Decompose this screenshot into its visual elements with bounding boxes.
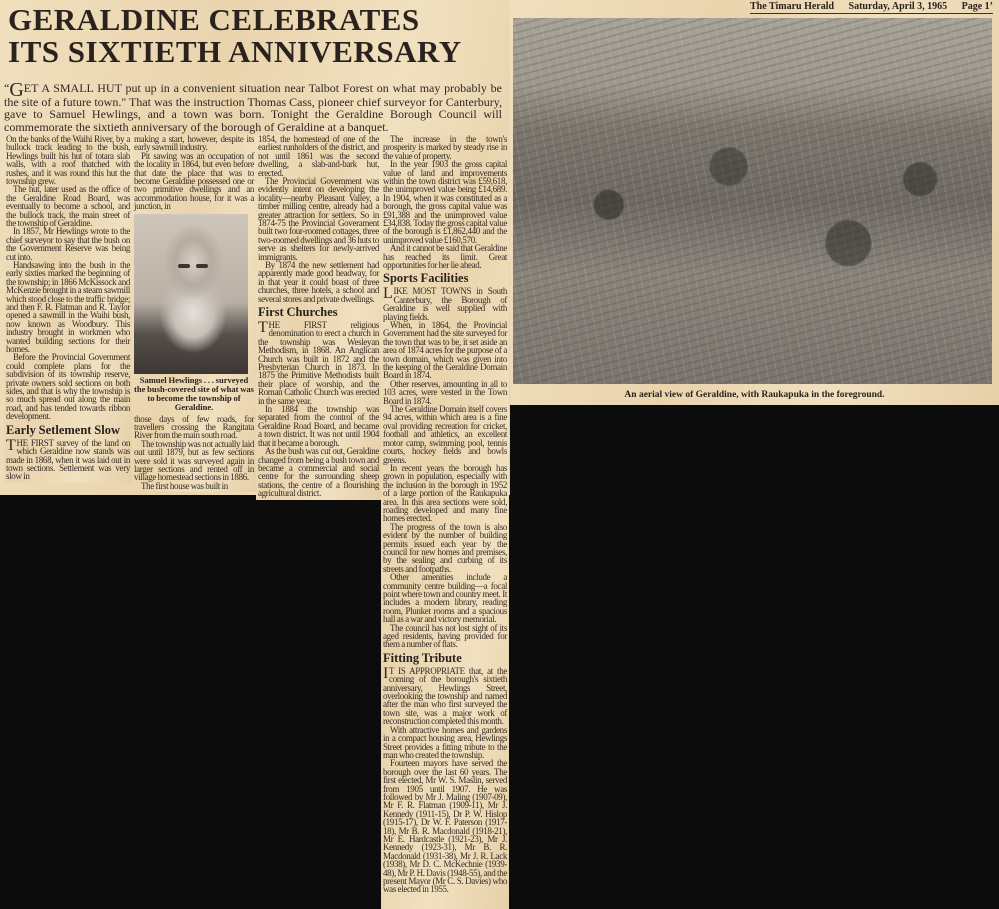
- portrait-photo-samuel-hewlings: [134, 214, 248, 374]
- column-4: [381, 135, 509, 909]
- column-2: [132, 135, 256, 492]
- paragraph: making a start, however, despite its early sawmill industry.: [134, 133, 254, 153]
- paragraph: Handsawing into the bush in the early sixties marked the beginning of the township; in 1866 McKissock and McKenzie brought in a steam sawmill which stood close to the traffic bridge; and then F. R. Flatman and R. Taylor opened a sawmill in the Waihi bush, now known as Woodbury. This industry brought in workmen who wanted building sections for their homes.: [6, 259, 130, 355]
- paragraph: those days of few roads, for travellers crossing the Rangitata River from the main south road.: [134, 413, 254, 441]
- paragraph: Before the Provincial Government could complete plans for the subdivision of its township reserve, private owners sold sections on both sides, and that is why the township is so much spread out along the main road, and has tended towards ribbon development.: [6, 352, 130, 422]
- issue-date: Saturday, April 3, 1965: [848, 1, 948, 12]
- drop-cap: T: [258, 319, 268, 337]
- paragraph: The progress of the town is also evident by the number of building permits issued each year by the council for new homes and premises, by the sealing and curbing of its streets and footpaths.: [383, 521, 507, 574]
- paragraph: The Geraldine Domain itself covers 94 acres, within which area is a fine oval providing recreation for cricket, football and athletics, an excellent motor camp, swimming pool, tennis courts, hockey fields and bowls greens.: [383, 404, 507, 465]
- subheading: Sports Facilities: [383, 271, 469, 286]
- column-1: [4, 135, 132, 483]
- headline-line-2: ITS SIXTIETH ANNIVERSARY: [8, 34, 462, 69]
- paragraph: By 1874 the new settlement had apparently made good headway, for in that year it could boast of three churches, three hotels, a school and several stores and private dwellings.: [258, 259, 379, 304]
- paragraph: With attractive homes and gardens in a compact housing area, Hewlings Street provides a fitting tribute to the man who created the township.: [383, 724, 507, 760]
- paragraph: In 1857, Mr Hewlings wrote to the chief surveyor to say that the bush on the Government Reserve was being cut into.: [6, 226, 130, 262]
- paragraph: In the year 1903 the gross capital value of land and improvements within the town district was £59,618, the unimproved value being £14,689. In 1904, when it was constituted as a borough, the gross capital value was £91,388 and the unimproved value £34,838. Today the gross capital value of the borough is £1,862,440 and the unimproved value £160,570.: [383, 159, 507, 245]
- headline-line-1: GERALDINE CELEBRATES: [8, 2, 420, 37]
- photo-clipping: [510, 0, 999, 405]
- drop-cap: I: [383, 664, 388, 682]
- headline: [8, 4, 503, 68]
- paragraph: Other reserves, amounting in all to 103 acres, were vested in the Town Board in 1874.: [383, 378, 507, 406]
- page-number: Page 1’: [961, 1, 993, 12]
- paragraph: [383, 664, 507, 727]
- photo-caption: An aerial view of Geraldine, with Raukapuka in the foreground.: [624, 390, 885, 400]
- paragraph-text: HE FIRST religious denomination to erect a church in the township was Wesleyan Methodism, in 1868. An Anglican Church was built in 1872 and the Presbyterian Church in 1873. In 1875 the Primitive Methodists built their place of worship, and the Roman Catholic Church was erected in the same year.: [258, 320, 379, 406]
- drop-cap: T: [6, 436, 16, 454]
- paragraph: Fourteen mayors have served the borough over the last 60 years. The first elected, Mr W. S. Maslin, served from 1905 until 1907. He was followed by Mr J. Maling (1907-09), Mr F. R. Flatman (1909-11), Mr J. Kennedy (1911-15), Dr P. W. Hislop (1915-17), Dr W. F. Paterson (1917-18), Mr B. R. Macdonald (1918-21), Mr E. Hardcastle (1921-23), Mr J. Kennedy (1923-31), Mr B. R. Macdonald (1931-38), Mr J. R. Lack (1938), Mr D. C. McKechnie (1939-48), Mr P. H. Davis (1948-55), and the present Mayor (Mr C. S. Davies) who was elected in 1955.: [383, 758, 507, 895]
- drop-cap: L: [383, 285, 393, 303]
- paragraph: The hut, later used as the office of the Geraldine Road Board, was eventually to become a school, and the bullock track, the main street of the township of Geraldine.: [6, 184, 130, 228]
- masthead: [750, 1, 993, 14]
- paragraph: As the bush was cut out, Geraldine changed from being a bush town and became a commercial and social centre for the surrounding sheep stations, the centre of a flourishing agricultural district.: [258, 446, 379, 499]
- paragraph: [383, 287, 507, 321]
- paragraph: The Provincial Government was evidently intent on developing the locality—nearby Pleasant Valley, a timber milling centre, already had a greater attraction for settlers. So in 1874-75 the Provincial Goverament built two four-roomed cottages, three two-roomed dwellings and 36 huts to serve as shelters for newly-arrived immigrants.: [258, 175, 379, 262]
- open-quote: “: [4, 81, 10, 95]
- paragraph: [258, 321, 379, 405]
- paragraph: When, in 1864, the Provincial Government had the site surveyed for the town that was to be, it set aside an area of 1874 acres for the purpose of a town domain, which was given into the keeping of the Geraldine Domain Board in 1874.: [383, 320, 507, 381]
- subheading: Fitting Tribute: [383, 650, 462, 665]
- newspaper-name: The Timaru Herald: [750, 1, 835, 12]
- column-3: [256, 135, 381, 500]
- paragraph: On the banks of the Waihi River, by a bullock track leading to the bush, Hewlings built his hut of totara slab walls, with a roof thatched with rushes, and it was round this hut the township grew.: [6, 133, 130, 186]
- lead-paragraph: [4, 79, 502, 134]
- lead-text: ET A SMALL HUT put up in a convenient situation near Talbot Forest on what may probably be the site of a future town." That was the instruction Thomas Cass, pioneer chief surveyor for Canterbury, gave to Samuel Hewlings, and a town was born. Tonight the Geraldine Borough Council will commemorate the sixtieth anniversary of the borough of Geraldine at a banquet.: [4, 81, 502, 134]
- paragraph-text: IKE MOST TOWNS in South Canterbury, the Borough of Geraldine is well supplied with playing fields.: [383, 286, 507, 322]
- subheading: First Churches: [258, 305, 338, 320]
- paragraph: And it cannot be said that Geraldine has reached its limit. Great opportunities for her lie ahead.: [383, 243, 507, 270]
- portrait-eye: [196, 264, 208, 268]
- paragraph-text: T IS APPROPRIATE that, at the coming of the borough's sixtieth anniversary, Hewlings Street, overlooking the township and named after the man who first surveyed the town site, was a major work of reconstruction completed this month.: [383, 665, 507, 727]
- paragraph: 1854, the homestead of one of the earliest runholders of the district, and not until 1861 was the second dwelling, a slab-and-bark hut, erected.: [258, 133, 379, 178]
- photo-texture: [513, 128, 992, 384]
- paragraph: Other amenities include a community centre building—a focal point where town and country meet. It includes a modern library, reading room, Plunket rooms and a spacious hall as a war and victory memorial.: [383, 572, 507, 625]
- paragraph: The council has not lost sight of its aged residents, having provided for them a number of flats.: [383, 622, 507, 650]
- portrait-eye: [178, 264, 190, 268]
- portrait-caption: Samuel Hewlings . . . surveyed the bush-covered site of what was to become the township of Geraldine.: [134, 374, 254, 412]
- paragraph: In recent years the borough has grown in population, especially with the inclusion in the borough in 1952 of a large portion of the Raukapuka area. In this area sections were sold, roading developed and many fine homes erected.: [383, 462, 507, 524]
- lead-drop-letter: G: [9, 79, 24, 101]
- paragraph: In 1884 the township was separated from the control of the Geraldine Road Board, and became a town district. It was not until 1904 that it became a borough.: [258, 404, 379, 448]
- paragraph: The first house was built in: [141, 480, 228, 491]
- subheading: Early Setlement Slow: [6, 422, 120, 437]
- paragraph: Pit sawing was an occupation of the locality in 1864, but even before that date the place that was to become Geraldine possessed one or two primitive dwellings and an accommodation house, for it was a junction, in: [134, 150, 254, 212]
- paragraph: [6, 436, 130, 482]
- paragraph: The increase in the town's prosperity is marked by steady rise in the value of property.: [383, 133, 507, 161]
- aerial-photo: [513, 18, 992, 384]
- paragraph-text: HE FIRST survey of the land on which Geraldine now stands was made in 1868, when it was laid out in town sections. Settlement was very slow in: [6, 437, 130, 482]
- columns: [0, 135, 510, 909]
- paragraph: The township was not actually laid out until 1879, but as few sections were sold it was surveyed again in larger sections and rented off in village homestead sections in 1886.: [134, 438, 254, 483]
